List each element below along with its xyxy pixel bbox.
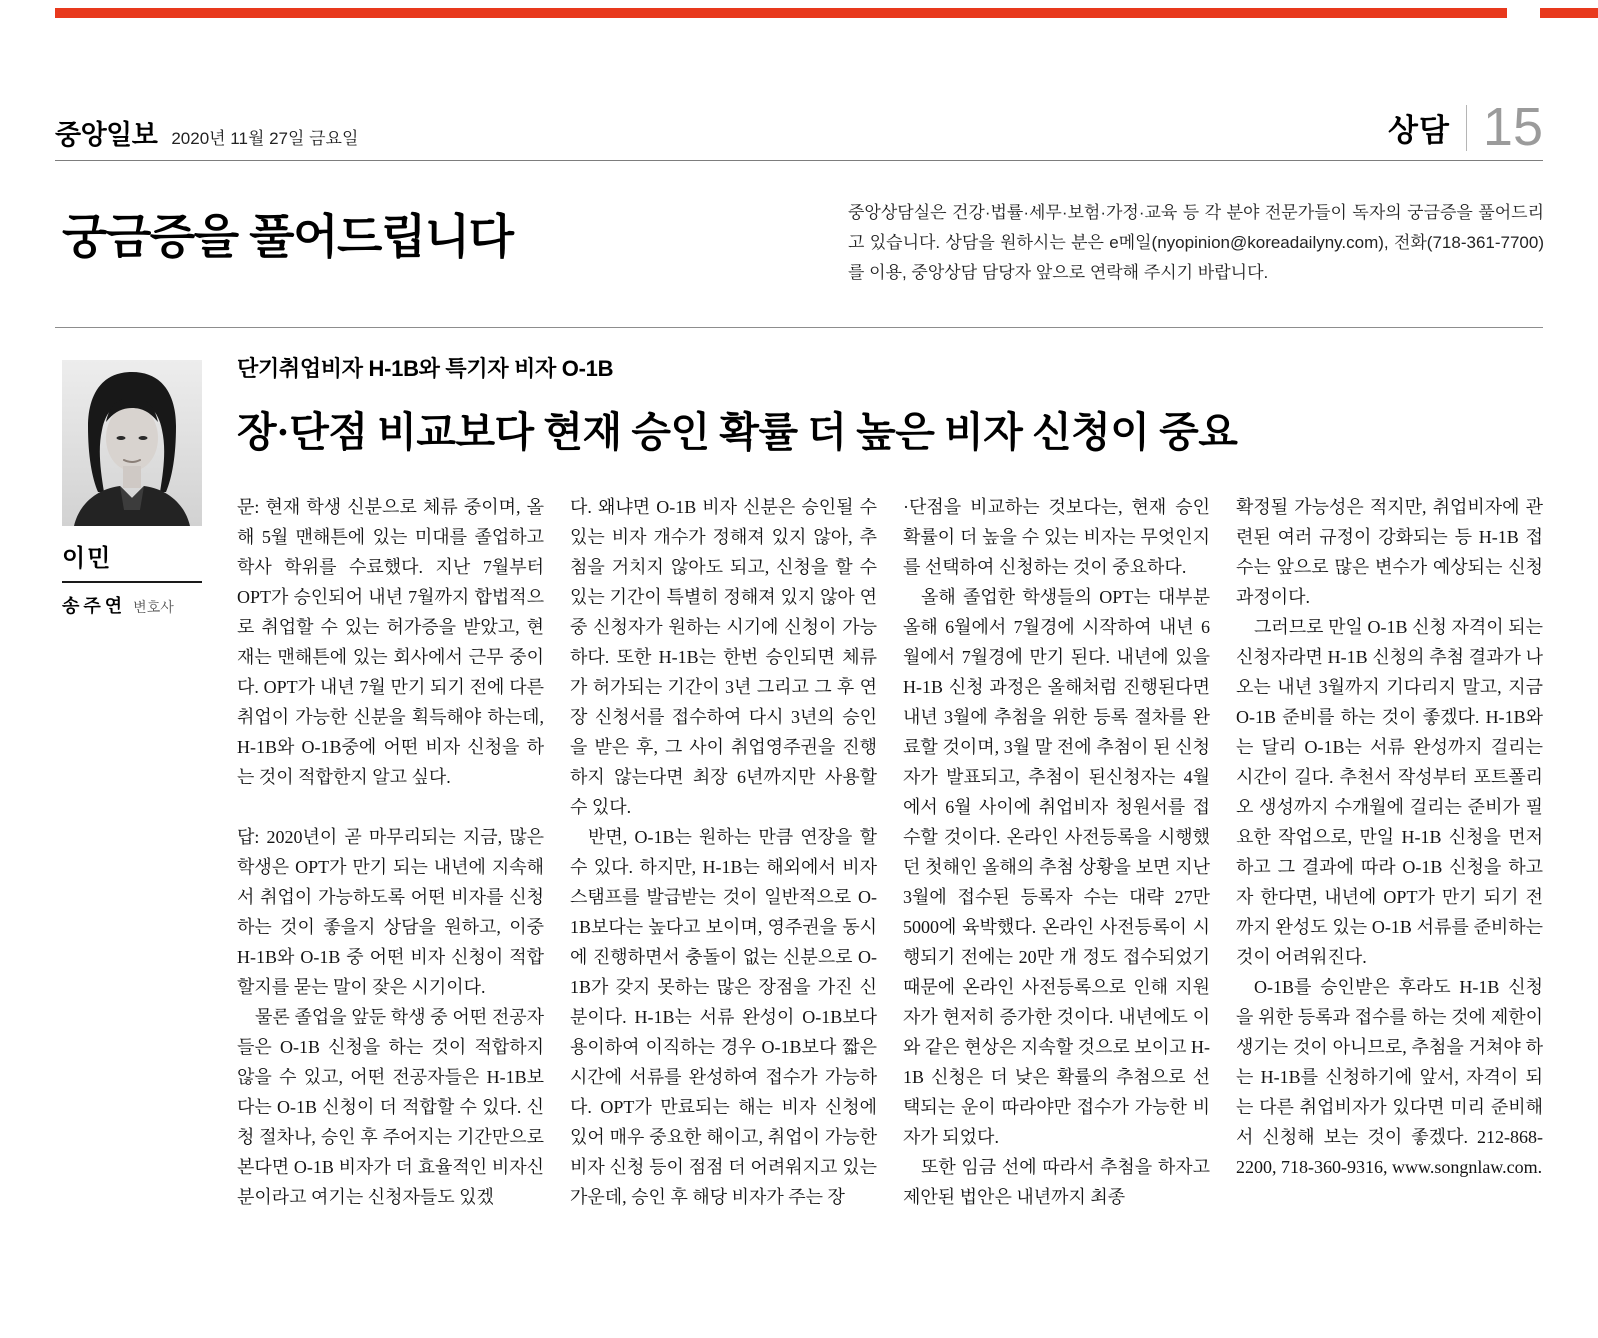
edition-date: 2020년 11월 27일 금요일	[171, 129, 359, 148]
article-column-4	[1236, 492, 1543, 1212]
article-paragraph: 답: 2020년이 곧 마무리되는 지금, 많은 학생은 OPT가 만기 되는 내년에 지속해서 취업이 가능하도록 어떤 비자를 신청하는 것이 좋을지 상담을 원하고, 이중 H-1B와 O-1B 중 어떤 비자 신청이 적합할지를 묻는 말이 잦은 시기이다.	[237, 827, 544, 997]
article-paragraph: ·단점을 비교하는 것보다는, 현재 승인 확률이 더 높을 수 있는 비자는 무엇인지를 선택하여 신청하는 것이 중요하다.	[903, 497, 1210, 577]
masthead-section	[1388, 97, 1543, 158]
byline	[62, 592, 202, 618]
newspaper-logo: 중앙일보	[55, 120, 158, 150]
article-paragraph: 그러므로 만일 O-1B 신청 자격이 되는 신청자라면 H-1B 신청의 추첨 결과가 나오는 내년 3월까지 기다리지 말고, 지금 O-1B 준비를 하는 것이 좋겠다. H-1B와는 달리 O-1B는 서류 완성까지 걸리는 시간이 길다. 추천서 작성부터 포트폴리오 생성까지 수개월에 걸리는 준비가 필요한 작업으로, 만일 H-1B 신청을 먼저하고 그 결과에 따라 O-1B 신청을 하고자 한다면, 내년에 OPT가 만기 되기 전까지 완성도 있는 O-1B 서류를 준비하는 것이 어려워진다.	[1236, 617, 1543, 967]
article-paragraph: 다. 왜냐면 O-1B 비자 신분은 승인될 수 있는 비자 개수가 정해져 있지 않아, 추첨을 거치지 않아도 되고, 신청을 할 수 있는 기간이 특별히 정해져 있지 않아 연중 신청자가 원하는 시기에 신청이 가능하다. 또한 H-1B는 한번 승인되면 체류가 허가되는 기간이 3년 그리고 그 후 연장 신청서를 접수하여 다시 3년의 승인을 받은 후, 그 사이 취업영주권을 진행하지 않는다면 최장 6년까지만 사용할 수 있다.	[570, 497, 877, 817]
section-rule	[55, 327, 1543, 328]
article-paragraph: 확정될 가능성은 적지만, 취업비자에 관련된 여러 규정이 강화되는 등 H-1B 접수는 앞으로 많은 변수가 예상되는 신청과정이다.	[1236, 497, 1543, 607]
article-paragraph: 반면, O-1B는 원하는 만큼 연장을 할 수 있다. 하지만, H-1B는 해외에서 비자 스탬프를 발급받는 것이 일반적으로 O-1B보다는 높다고 보이며, 영주권을 동시에 진행하면서 충돌이 없는 신분으로 O-1B가 갖지 못하는 많은 장점을 가진 신분이다. H-1B는 서류 완성이 O-1B보다 용이하여 이직하는 경우 O-1B보다 짧은 시간에 서류를 완성하여 접수가 가능하다. OPT가 만료되는 해는 비자 신청에 있어 매우 중요한 해이고, 취업이 가능한 비자 신청 등이 점점 더 어려워지고 있는 가운데, 승인 후 해당 비자가 주는 장	[570, 827, 877, 1207]
author-block	[62, 360, 202, 618]
article-paragraph: 올해 졸업한 학생들의 OPT는 대부분 올해 6월에서 7월경에 시작하여 내년 6월에서 7월경에 만기 된다. 내년에 있을 H-1B 신청 과정은 올해처럼 진행된다면 내년 3월에 추첨을 위한 등록 절차를 완료할 것이며, 3월 말 전에 추첨이 된 신청자가 발표되고, 추첨이 된신청자는 4월에서 6월 사이에 취업비자 청원서를 접수할 것이다. 온라인 사전등록을 시행했던 첫해인 올해의 추첨 상황을 보면 지난 3월에 접수된 등록자 수는 대략 27만5000에 육박했다. 온라인 사전등록이 시행되기 전에는 20만 개 정도 접수되었기 때문에 온라인 사전등록으로 인해 지원자가 현저히 증가한 것이다. 내년에도 이와 같은 현상은 지속할 것으로 보이고 H-1B 신청은 더 낮은 확률의 추첨으로 선택되는 운이 따라야만 접수가 가능한 비자가 되었다.	[903, 587, 1210, 1147]
top-red-rule	[55, 8, 1507, 18]
author-name: 이민	[62, 545, 113, 572]
article-column-3	[903, 492, 1210, 1212]
article-kicker: 단기취업비자 H-1B와 특기자 비자 O-1B	[237, 356, 614, 381]
masthead-brand	[55, 113, 358, 152]
author-rule	[62, 581, 202, 583]
article	[237, 352, 1543, 1212]
masthead-divider	[1466, 105, 1467, 151]
article-paragraph: 물론 졸업을 앞둔 학생 중 어떤 전공자들은 O-1B 신청을 하는 것이 적합하지 않을 수 있고, 어떤 전공자들은 H-1B보다는 O-1B 신청이 더 적합할 수 있다. 신청 절차나, 승인 후 주어지는 기간만으로 본다면 O-1B 비자가 더 효율적인 비자신분이라고 여기는 신청자들도 있겠	[237, 1007, 544, 1207]
masthead-rule	[55, 160, 1543, 161]
article-headline: 장·단점 비교보다 현재 승인 확률 더 높은 비자 신청이 중요	[237, 409, 1238, 455]
byline-name: 송주연	[62, 596, 127, 616]
article-columns	[237, 492, 1543, 1212]
article-paragraph: O-1B를 승인받은 후라도 H-1B 신청을 위한 등록과 접수를 하는 것에 제한이 생기는 것이 아니므로, 추첨을 거쳐야 하는 H-1B를 신청하기에 앞서, 자격이 되는 다른 취업비자가 있다면 미리 준비해서 신청해 보는 것이 좋겠다. 212-868-2200, 718-360-9316, www.songnlaw.com.	[1236, 977, 1543, 1177]
article-column-2	[570, 492, 877, 1212]
article-paragraph: 또한 임금 선에 따라서 추첨을 하자고 제안된 법안은 내년까지 최종	[903, 1157, 1210, 1207]
page-number: 15	[1482, 97, 1543, 158]
article-column-1	[237, 492, 544, 1212]
byline-title: 변호사	[133, 599, 174, 615]
section-notice: 중앙상담실은 건강·법률·세무·보험·가정·교육 등 각 분야 전문가들이 독자의 궁금증을 풀어드리고 있습니다. 상담을 원하시는 분은 e메일(nyopinion@koreadailyny.com), 전화(718-361-7700)를 이용, 중앙상담 담당자 앞으로 연락해 주시기 바랍니다.	[848, 203, 1544, 282]
author-photo	[62, 360, 202, 526]
section-name: 상담	[1388, 113, 1450, 149]
top-red-corner-rule	[1540, 8, 1598, 18]
article-paragraph: 문: 현재 학생 신분으로 체류 중이며, 올해 5월 맨해튼에 있는 미대를 졸업하고 학사 학위를 수료했다. 지난 7월부터 OPT가 승인되어 내년 7월까지 합법적으로 취업할 수 있는 허가증을 받았고, 현재는 맨해튼에 있는 회사에서 근무 중이다. OPT가 내년 7월 만기 되기 전에 다른 취업이 가능한 신분을 획득해야 하는데, H-1B와 O-1B중에 어떤 비자 신청을 하는 것이 적합한지 알고 싶다.	[237, 497, 544, 787]
masthead	[55, 97, 1543, 158]
section-title: 궁금증을 풀어드립니다	[62, 210, 513, 263]
